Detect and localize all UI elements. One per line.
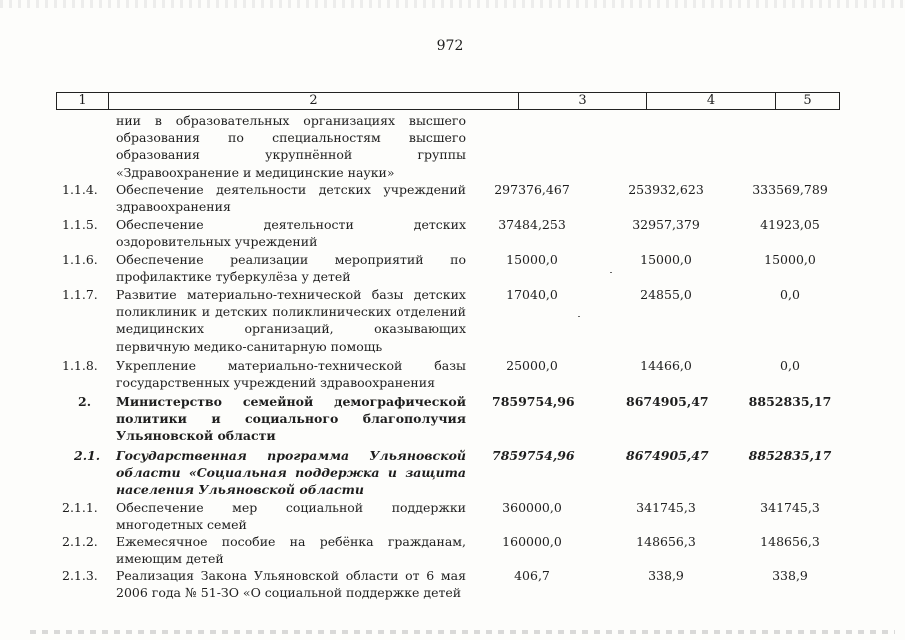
row-7-number: 2.1.: [74, 448, 101, 463]
row-5-value-3: 25000,0: [506, 358, 558, 373]
column-header-5: 5: [803, 93, 812, 108]
row-1-value-3: 297376,467: [494, 182, 570, 197]
row-6-value-5: 8852835,17: [748, 394, 832, 409]
row-2-value-3: 37484,253: [498, 217, 566, 232]
row-9-text: Ежемесячное пособие на ребёнка гражданам, имеющим детей: [116, 534, 466, 567]
row-1-text: Обеспечение деятельности детских учреждений здравоохранения: [116, 182, 466, 215]
row-7-value-3: 7859754,96: [492, 448, 575, 463]
row-3-value-4: 15000,0: [640, 252, 692, 267]
row-5-value-5: 0,0: [780, 358, 800, 373]
row-10-text: Реализация Закона Ульяновской области от 6 мая 2006 года № 51-ЗО «О социальной поддержке детей: [116, 568, 466, 601]
row-4-value-3: 17040,0: [506, 287, 558, 302]
row-6-value-3: 7859754,96: [492, 394, 575, 409]
column-header-1: 1: [57, 93, 109, 109]
column-header-4: 4: [647, 93, 776, 109]
row-3-text: Обеспечение реализации мероприятий по профилактике туберкулёза у детей: [116, 252, 466, 285]
row-0-text: нии в образовательных организациях высшего образования по специальностям высшего образования укрупнённой группы «Здравоохранение и медицинские науки»: [116, 113, 466, 180]
row-3-value-3: 15000,0: [506, 252, 558, 267]
row-3-value-5: 15000,0: [764, 252, 816, 267]
row-1-value-5: 333569,789: [752, 182, 828, 197]
row-7-value-4: 8674905,47: [626, 448, 709, 463]
row-4-value-4: 24855,0: [640, 287, 692, 302]
row-8-value-5: 341745,3: [760, 500, 820, 515]
row-8-text: Обеспечение мер социальной поддержки многодетных семей: [116, 500, 466, 533]
row-9-value-5: 148656,3: [760, 534, 820, 549]
row-9-number: 2.1.2.: [62, 534, 98, 549]
row-1-number: 1.1.4.: [62, 182, 98, 197]
row-10-value-4: 338,9: [648, 568, 684, 583]
row-6-text: Министерство семейной демографической политики и социального благополучия Ульяновской области: [116, 394, 466, 444]
row-7-text: Государственная программа Ульяновской области «Социальная поддержка и защита населения Ульяновской области: [116, 448, 466, 498]
row-5-value-4: 14466,0: [640, 358, 692, 373]
row-6-number: 2.: [78, 394, 92, 409]
table-header-row: [56, 92, 840, 110]
row-10-value-3: 406,7: [514, 568, 550, 583]
row-2-text: Обеспечение деятельности детских оздоровительных учреждений: [116, 217, 466, 250]
row-10-number: 2.1.3.: [62, 568, 98, 583]
row-1-value-4: 253932,623: [628, 182, 704, 197]
row-6-value-4: 8674905,47: [626, 394, 709, 409]
row-2-number: 1.1.5.: [62, 217, 98, 232]
scan-edge-top: [0, 0, 905, 8]
row-7-value-5: 8852835,17: [748, 448, 832, 463]
row-8-number: 2.1.1.: [62, 500, 98, 515]
scan-speck: [578, 316, 580, 317]
row-10-value-5: 338,9: [772, 568, 808, 583]
scan-speck: [610, 272, 612, 273]
row-9-value-4: 148656,3: [636, 534, 696, 549]
page-number: 972: [436, 38, 464, 54]
row-3-number: 1.1.6.: [62, 252, 98, 267]
row-4-number: 1.1.7.: [62, 287, 98, 302]
row-2-value-5: 41923,05: [760, 217, 820, 232]
column-header-3: 3: [519, 93, 647, 109]
row-8-value-4: 341745,3: [636, 500, 696, 515]
row-8-value-3: 360000,0: [502, 500, 562, 515]
column-header-2: 2: [109, 93, 519, 109]
row-5-number: 1.1.8.: [62, 358, 98, 373]
row-4-text: Развитие материально-технической базы детских поликлиник и детских поликлинических отделений медицинских организаций, оказывающих первичную медико-санитарную помощь: [116, 287, 466, 354]
row-9-value-3: 160000,0: [502, 534, 562, 549]
scan-edge-bottom: [30, 630, 895, 634]
row-5-text: Укрепление материально-технической базы государственных учреждений здравоохранения: [116, 358, 466, 391]
row-2-value-4: 32957,379: [632, 217, 700, 232]
row-4-value-5: 0,0: [780, 287, 800, 302]
